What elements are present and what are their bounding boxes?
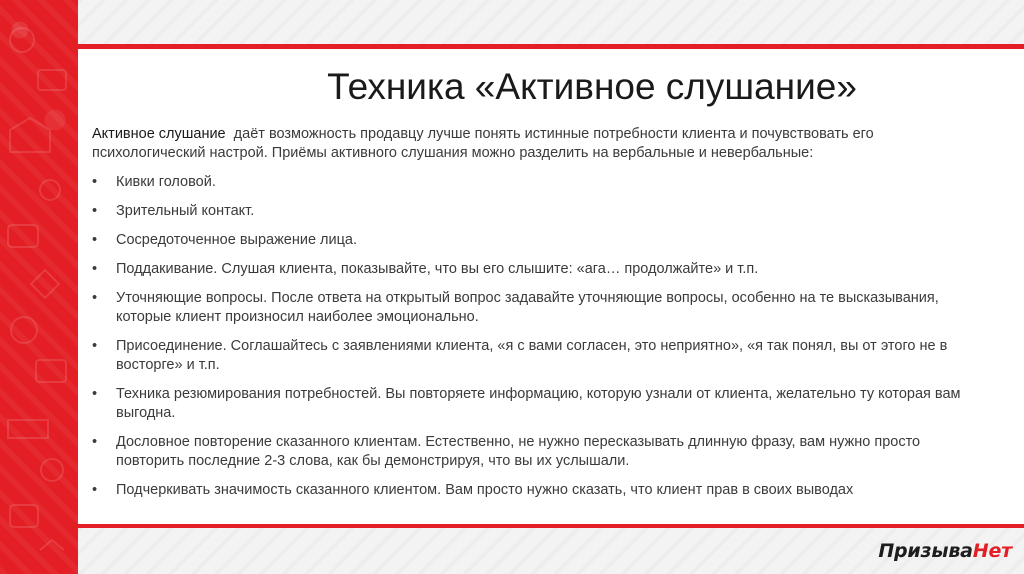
bullet-marker: • (92, 434, 98, 450)
intro-paragraph (92, 125, 972, 163)
bullet-marker: • (92, 261, 98, 277)
list-item (92, 231, 972, 250)
list-item (92, 173, 972, 192)
list-item-text: Поддакивание. Слушая клиента, показывайте, что вы его слышите: «ага… продолжайте» и т.п. (116, 261, 759, 277)
list-item (92, 433, 972, 471)
slide-title: Техника «Активное слушание» (327, 66, 857, 107)
list-item-text: Техника резюмирования потребностей. Вы повторяете информацию, которую узнали от клиента, желательно ту которая вам выгодна. (116, 386, 961, 421)
list-item (92, 260, 972, 279)
bullet-marker: • (92, 174, 98, 190)
brand-logo (878, 540, 1012, 562)
bullet-marker: • (92, 290, 98, 306)
list-item-text: Присоединение. Соглашайтесь с заявлениями клиента, «я с вами согласен, это неприятно», «я так понял, вы от этого не в восторге» и т.п. (116, 338, 948, 373)
bullet-list (92, 173, 972, 510)
bullet-marker: • (92, 232, 98, 248)
logo-part-red: Нет (972, 540, 1012, 562)
list-item-text: Сосредоточенное выражение лица. (116, 232, 357, 248)
bullet-marker: • (92, 203, 98, 219)
list-item-text: Уточняющие вопросы. После ответа на открытый вопрос задавайте уточняющие вопросы, особенно на те высказывания, которые клиент произносил наиболее эмоционально. (116, 290, 939, 325)
intro-text: даёт возможность продавцу лучше понять истинные потребности клиента и почувствовать его психологический настрой. Приёмы активного слушания можно разделить на вербальные и невербальные: (92, 126, 878, 161)
bullet-marker: • (92, 386, 98, 402)
list-item (92, 202, 972, 221)
list-item-text: Подчеркивать значимость сказанного клиентом. Вам просто нужно сказать, что клиент прав в своих выводах (116, 482, 854, 498)
logo-part-dark: Призыва (878, 540, 973, 562)
bullet-marker: • (92, 482, 98, 498)
list-item-text: Зрительный контакт. (116, 203, 255, 219)
intro-term: Активное слушание (92, 126, 226, 142)
list-item-text: Кивки головой. (116, 174, 216, 190)
pattern-icon (0, 0, 78, 574)
list-item (92, 385, 972, 423)
list-item (92, 337, 972, 375)
bullet-marker: • (92, 338, 98, 354)
slide-content (92, 49, 992, 524)
decorative-top-band (78, 0, 1024, 44)
list-item (92, 481, 972, 500)
list-item-text: Дословное повторение сказанного клиентам. Естественно, не нужно пересказывать длинную фразу, вам нужно просто повторить последние 2-3 слова, как бы демонстрируя, что вы их услышали. (116, 434, 921, 469)
decorative-left-band (0, 0, 78, 574)
list-item (92, 289, 972, 327)
